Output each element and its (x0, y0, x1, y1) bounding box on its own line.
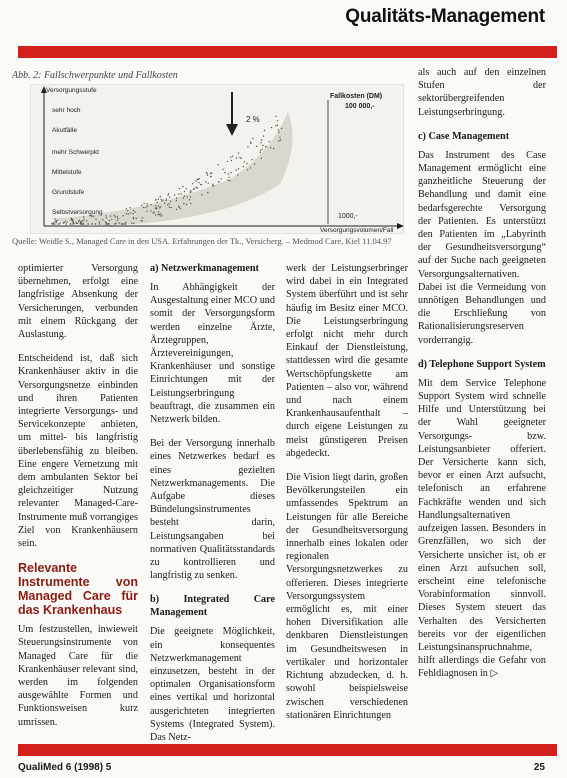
scatter-dot (102, 219, 103, 220)
scatter-dot (145, 207, 146, 208)
scatter-dot (228, 173, 229, 174)
col4-subheading-1: c) Case Management (418, 130, 510, 142)
scatter-dot (160, 196, 161, 197)
scatter-dot (176, 197, 177, 198)
scatter-dot (115, 216, 116, 217)
column-3 (286, 262, 408, 733)
scatter-dot (186, 204, 187, 205)
scatter-dot (260, 150, 261, 151)
col2-paragraph-1: In Abhängigkeit der Ausgestaltung einer MCO und somit der Versorgungsform werden einzelne Ärzte, Ärztegruppen, Ärztevereinigungen, Krankenhäuser und sonstige Einrichtungen mit der Leistungserbringung beauftragt, die zusammen ein Netzwerk bilden. (150, 282, 275, 426)
col3-paragraph-2: Die Vision liegt darin, großen Bevölkerungsteilen ein umfassendes Spektrum an Leistungen für alle Bereiche der Gesundheitsversorgung innerhalb eines lokalen oder regionalen Versorgungsnetzwerkes zu offerieren. Dieses integrierte Versorgungssystem ermöglicht es, mit einer hohen Diversifikation alle denkbaren Dienstleistungen im Gesundheitswesen in vertikaler und horizontaler Richtung abzudecken, d. h. sowohl beispielsweise zwischen verschiedenen stationären Einrichtungen (286, 472, 408, 721)
col4-paragraph-3-text: Mit dem Service Telephone Support System wird schnelle Hilfe und Unterstützung bei der Wahl geeigneter Versorgungs- bzw. Leistungsanbieter offeriert. Der Versicherte kann sich, bevor er einen Arzt aufsucht, telefonisch an erfahrene Fachkräfte wenden und sich Handlungsalternativen aufzeigen lassen. Besonders in Grenzfällen, wo sich der Versicherte unsicher ist, ob er einen Arzt aufsuchen soll, erscheint eine telefonische Vorabinformation sinnvoll. Dieses System steuert das Verhalten des Versicherten bereits vor der eigentlichen Leistungsinanspruchnahme, hilft allerdings die Gefahr von Fehldiagnosen in (418, 377, 546, 680)
scatter-dot (143, 203, 144, 204)
scatter-dot (147, 203, 148, 204)
col2-subheading-1: a) Netzwerkmanagement (150, 263, 259, 274)
scatter-dot (130, 212, 131, 213)
level-label-6: Selbstversorgung (52, 209, 103, 216)
scatter-dot (235, 169, 236, 170)
scatter-dot (57, 220, 58, 221)
scatter-dot (114, 223, 115, 224)
scatter-dot (80, 223, 81, 224)
scatter-dot (212, 184, 213, 185)
scatter-dot (184, 191, 185, 192)
scatter-dot (155, 208, 156, 209)
scatter-dot (70, 223, 71, 224)
scatter-dot (277, 120, 278, 121)
scatter-dot (106, 223, 107, 224)
scatter-dot (117, 216, 118, 217)
scatter-dot (244, 161, 245, 162)
col4-paragraph-1: als auch auf den einzelnen Stufen der sektorübergreifenden Leistungserbringung. (418, 67, 546, 118)
scatter-dot (160, 213, 161, 214)
scatter-dot (166, 198, 167, 199)
scatter-dot (206, 172, 207, 173)
scatter-dot (239, 157, 240, 158)
footer-journal: QualiMed 6 (1998) 5 (18, 762, 112, 773)
scatter-dot (72, 219, 73, 220)
level-label-5: Grundstufe (52, 189, 85, 196)
scatter-dot (207, 192, 208, 193)
scatter-dot (153, 212, 154, 213)
scatter-dot (183, 198, 184, 199)
scatter-dot (198, 182, 199, 183)
column-2 (150, 262, 275, 755)
column-1 (18, 262, 138, 740)
scatter-dot (56, 220, 57, 221)
scatter-dot (221, 178, 222, 179)
scatter-dot (238, 152, 239, 153)
scatter-dot (196, 181, 197, 182)
scatter-dot (201, 184, 202, 185)
scatter-dot (105, 221, 106, 222)
scatter-dot (58, 223, 59, 224)
scatter-dot (261, 158, 262, 159)
scatter-dot (99, 221, 100, 222)
col2-subheading-2: b) Integrated Care Management (150, 594, 275, 619)
scatter-dot (71, 219, 72, 220)
scatter-dot (228, 177, 229, 178)
scatter-dot (190, 190, 191, 191)
scatter-dot (160, 206, 161, 207)
scatter-dot (118, 222, 119, 223)
scatter-dot (273, 148, 274, 149)
scatter-dot (114, 215, 115, 216)
scatter-dot (183, 203, 184, 204)
scatter-dot (262, 145, 263, 146)
scatter-dot (162, 215, 163, 216)
scatter-dot (125, 223, 126, 224)
scatter-dot (205, 181, 206, 182)
col1-paragraph-3: Um festzustellen, inwieweit Steuerungsinstrumente von Managed Care für die Krankenhäuser relevant sind, werden im folgenden ausgewählte Formen und Funktionsweisen kurz umrissen. (18, 624, 138, 728)
scatter-dot (141, 205, 142, 206)
col2-paragraph-3: Die geeignete Möglichkeit, ein konsequentes Netzwerkmanagement einzusetzen, besteht in der optimalen Organisationsform eines vertikal und horizontal ausgerichteten integrierten Systems (Integrated System). Das Netz- (150, 626, 275, 744)
scatter-dot (231, 160, 232, 161)
scatter-dot (184, 195, 185, 196)
scatter-dot (170, 201, 171, 202)
col2-paragraph-2: Bei der Versorgung innerhalb eines Netzwerkes bedarf es eines gezielten Netzwerkmanagements. Die Aufgabe dieses Bündelungsinstrumentes besteht darin, Leistungsangaben bei normativen Qualitätsstandards zu kontrollieren und langfristig zu senken. (150, 438, 275, 582)
figure-diagram (30, 84, 404, 234)
scatter-dot (228, 180, 229, 181)
cost-value: 100 000,- (345, 103, 375, 110)
scatter-dot (162, 199, 163, 200)
scatter-dot (78, 221, 79, 222)
arrow-label: 2 % (246, 115, 260, 124)
scatter-dot (133, 213, 134, 214)
scatter-dot (109, 220, 110, 221)
scatter-dot (146, 211, 147, 212)
scatter-dot (83, 216, 84, 217)
scatter-dot (280, 139, 281, 140)
scatter-dot (261, 139, 262, 140)
col4-paragraph-2: Das Instrument des Case Management ermöglicht eine ganzheitliche Steuerung der Behandlung und damit eine bedarfsgerechte Versorgung der Patienten. Es unterstützt den Patienten im „Labyrinth der Gesundheitsversorgung“ auf der Suche nach geeigneten Versorgungsalternativen. Dabei ist die Vermeidung von unnötigen Behandlungen und die Erschließung von Rationalisierungsreserven vorderrangig. (418, 149, 546, 346)
scatter-dot (56, 221, 57, 222)
scatter-dot (278, 132, 279, 133)
scatter-dot (250, 142, 251, 143)
scatter-dot (155, 199, 156, 200)
scatter-dot (271, 127, 272, 128)
scatter-dot (108, 223, 109, 224)
scatter-dot (141, 220, 142, 221)
scatter-dot (229, 180, 230, 181)
scatter-dot (126, 213, 127, 214)
scatter-dot (241, 158, 242, 159)
scatter-dot (186, 188, 187, 189)
scatter-dot (63, 222, 64, 223)
scatter-dot (208, 183, 209, 184)
footer-page-number: 25 (533, 762, 545, 773)
scatter-dot (262, 149, 263, 150)
scatter-dot (277, 124, 278, 125)
scatter-dot (174, 194, 175, 195)
scatter-dot (99, 223, 100, 224)
scatter-dot (95, 223, 96, 224)
scatter-dot (270, 147, 271, 148)
col4-subheading-2: d) Telephone Support System (418, 358, 546, 370)
scatter-dot (232, 155, 233, 156)
scatter-dot (110, 215, 111, 216)
scatter-dot (169, 203, 170, 204)
scatter-dot (193, 189, 194, 190)
scatter-dot (180, 208, 181, 209)
scatter-dot (192, 183, 193, 184)
level-label-1: sehr hoch (52, 107, 81, 114)
scatter-dot (165, 200, 166, 201)
scatter-dot (128, 213, 129, 214)
scatter-dot (230, 157, 231, 158)
scatter-dot (252, 159, 253, 160)
scatter-dot (147, 205, 148, 206)
scatter-dot (55, 218, 56, 219)
x-axis-label: Versorgungsvolumen/Fall (320, 227, 394, 234)
scatter-dot (265, 146, 266, 147)
scatter-dot (161, 199, 162, 200)
scatter-dot (230, 172, 231, 173)
scatter-dot (133, 217, 134, 218)
scatter-dot (52, 223, 53, 224)
scatter-dot (95, 219, 96, 220)
scatter-dot (224, 172, 225, 173)
scatter-dot (197, 187, 198, 188)
scatter-dot (218, 181, 219, 182)
scatter-dot (155, 214, 156, 215)
scatter-dot (105, 215, 106, 216)
page-header-title: Qualitäts-Management (345, 6, 545, 27)
scatter-dot (126, 208, 127, 209)
scatter-dot (127, 210, 128, 211)
scatter-dot (247, 169, 248, 170)
scatter-dot (158, 214, 159, 215)
scatter-dot (260, 142, 261, 143)
scatter-dot (161, 200, 162, 201)
scatter-dot (171, 207, 172, 208)
scatter-dot (117, 220, 118, 221)
scatter-dot (246, 163, 247, 164)
scatter-dot (211, 172, 212, 173)
scatter-dot (179, 188, 180, 189)
scatter-dot (236, 157, 237, 158)
scatter-dot (222, 169, 223, 170)
low-value: 1000,- (338, 213, 358, 220)
scatter-dot (134, 211, 135, 212)
scatter-dot (82, 223, 83, 224)
figure-svg (30, 84, 404, 234)
scatter-dot (218, 164, 219, 165)
scatter-dot (256, 146, 257, 147)
scatter-dot (247, 146, 248, 147)
scatter-dot (123, 223, 124, 224)
header-red-bar (18, 46, 557, 58)
scatter-dot (117, 218, 118, 219)
scatter-dot (157, 202, 158, 203)
scatter-dot (201, 194, 202, 195)
scatter-dot (189, 199, 190, 200)
scatter-dot (176, 200, 177, 201)
scatter-dot (160, 215, 161, 216)
scatter-dot (168, 193, 169, 194)
scatter-dot (136, 218, 137, 219)
scatter-dot (158, 211, 159, 212)
scatter-dot (83, 219, 84, 220)
scatter-dot (91, 223, 92, 224)
scatter-dot (88, 223, 89, 224)
level-label-3: mehr Schwerpkt (52, 149, 99, 156)
scatter-dot (53, 222, 54, 223)
scatter-dot (66, 222, 67, 223)
scatter-dot (131, 222, 132, 223)
scatter-dot (169, 207, 170, 208)
scatter-dot (125, 222, 126, 223)
scatter-dot (254, 163, 255, 164)
scatter-dot (207, 173, 208, 174)
scatter-dot (190, 192, 191, 193)
scatter-dot (164, 202, 165, 203)
scatter-dot (133, 223, 134, 224)
scatter-dot (260, 152, 261, 153)
col1-paragraph-2: Entscheidend ist, daß sich Krankenhäuser aktiv in die Versorgungsnetze einbinden und ihren Patienten integrierte Versorgungs- und Servicekonzepte anbieten, um mittel- bis langfristig überlebensfähig zu bleiben. Eine engere Vernetzung mit dem ambulanten Sektor bei gleichzeitiger Nutzung relevanter Managed-Care-Instrumente muß vorrangiges Ziel von Krankenhäusern sein. (18, 353, 138, 550)
scatter-dot (276, 116, 277, 117)
column-4 (418, 66, 546, 692)
scatter-dot (269, 141, 270, 142)
col1-paragraph-1: optimierter Versorgung übernehmen, erfolgt eine langfristige Absenkung der Versicherungen, verbunden mit einem Rückgang der Auslastung. (18, 263, 138, 341)
scatter-dot (111, 219, 112, 220)
scatter-dot (65, 221, 66, 222)
scatter-dot (155, 205, 156, 206)
scatter-dot (195, 187, 196, 188)
scatter-dot (158, 198, 159, 199)
scatter-dot (159, 207, 160, 208)
scatter-dot (278, 129, 279, 130)
scatter-dot (237, 174, 238, 175)
scatter-dot (178, 205, 179, 206)
scatter-dot (210, 173, 211, 174)
scatter-dot (121, 223, 122, 224)
scatter-dot (264, 130, 265, 131)
scatter-dot (182, 186, 183, 187)
scatter-dot (187, 196, 188, 197)
scatter-dot (275, 125, 276, 126)
scatter-dot (207, 175, 208, 176)
scatter-dot (55, 223, 56, 224)
scatter-dot (238, 168, 239, 169)
y-axis-label: Versorgungsstufe (46, 87, 97, 94)
scatter-dot (243, 166, 244, 167)
scatter-dot (190, 203, 191, 204)
scatter-dot (212, 185, 213, 186)
scatter-dot (250, 167, 251, 168)
cost-label: Fallkosten (DM) (330, 93, 383, 100)
scatter-dot (133, 210, 134, 211)
figure-caption: Abb. 2: Fallschwerpunkte und Fallkosten (12, 70, 178, 81)
scatter-dot (86, 220, 87, 221)
scatter-dot (176, 209, 177, 210)
scatter-dot (279, 137, 280, 138)
scatter-dot (227, 161, 228, 162)
scatter-dot (252, 138, 253, 139)
level-label-4: Mittelstufe (52, 169, 82, 176)
scatter-dot (197, 179, 198, 180)
scatter-dot (150, 210, 151, 211)
scatter-dot (210, 176, 211, 177)
scatter-dot (142, 217, 143, 218)
scatter-dot (143, 207, 144, 208)
scatter-dot (180, 193, 181, 194)
col3-paragraph-1: werk der Leistungserbringer wird dabei in ein Integrated System überführt und ist sehr häufig im Besitz einer MCO. Die Leistungserbringung erfolgt nicht mehr durch Einkauf der Dienstleistung, stattdessen wird die gesamte Wertschöpfungskette am Patienten – also vor, während und nach einem Krankenhausaufenthalt – durch eigene Leistungen zu meist günstigeren Preisen abgedeckt. (286, 263, 408, 459)
footer-red-bar (18, 744, 557, 756)
scatter-dot (123, 215, 124, 216)
col4-paragraph-3 (418, 377, 546, 681)
scatter-dot (281, 128, 282, 129)
scatter-dot (179, 207, 180, 208)
scatter-dot (167, 194, 168, 195)
scatter-dot (80, 221, 81, 222)
scatter-dot (178, 193, 179, 194)
scatter-dot (190, 196, 191, 197)
col1-section-heading: Relevante Instrumente von Managed Care für das Krankenhaus (18, 561, 138, 618)
figure-source: Quelle: Weidle S., Managed Care in den USA. Erfahrungen der Tk., Versicherg. – Medmod Care, Kiel 11.04.97 (12, 236, 392, 246)
scatter-dot (199, 178, 200, 179)
level-label-2: Akutfälle (52, 127, 77, 134)
scatter-dot (278, 140, 279, 141)
scatter-dot (73, 223, 74, 224)
scatter-dot (263, 135, 264, 136)
scatter-dot (156, 208, 157, 209)
scatter-dot (167, 204, 168, 205)
scatter-dot (60, 222, 61, 223)
scatter-dot (76, 223, 77, 224)
scatter-dot (66, 223, 67, 224)
scatter-dot (129, 207, 130, 208)
scatter-dot (82, 220, 83, 221)
continue-arrow-icon: ▷ (490, 668, 499, 680)
scatter-dot (169, 197, 170, 198)
scatter-dot (150, 204, 151, 205)
scatter-dot (158, 205, 159, 206)
scatter-dot (106, 217, 107, 218)
scatter-dot (133, 218, 134, 219)
